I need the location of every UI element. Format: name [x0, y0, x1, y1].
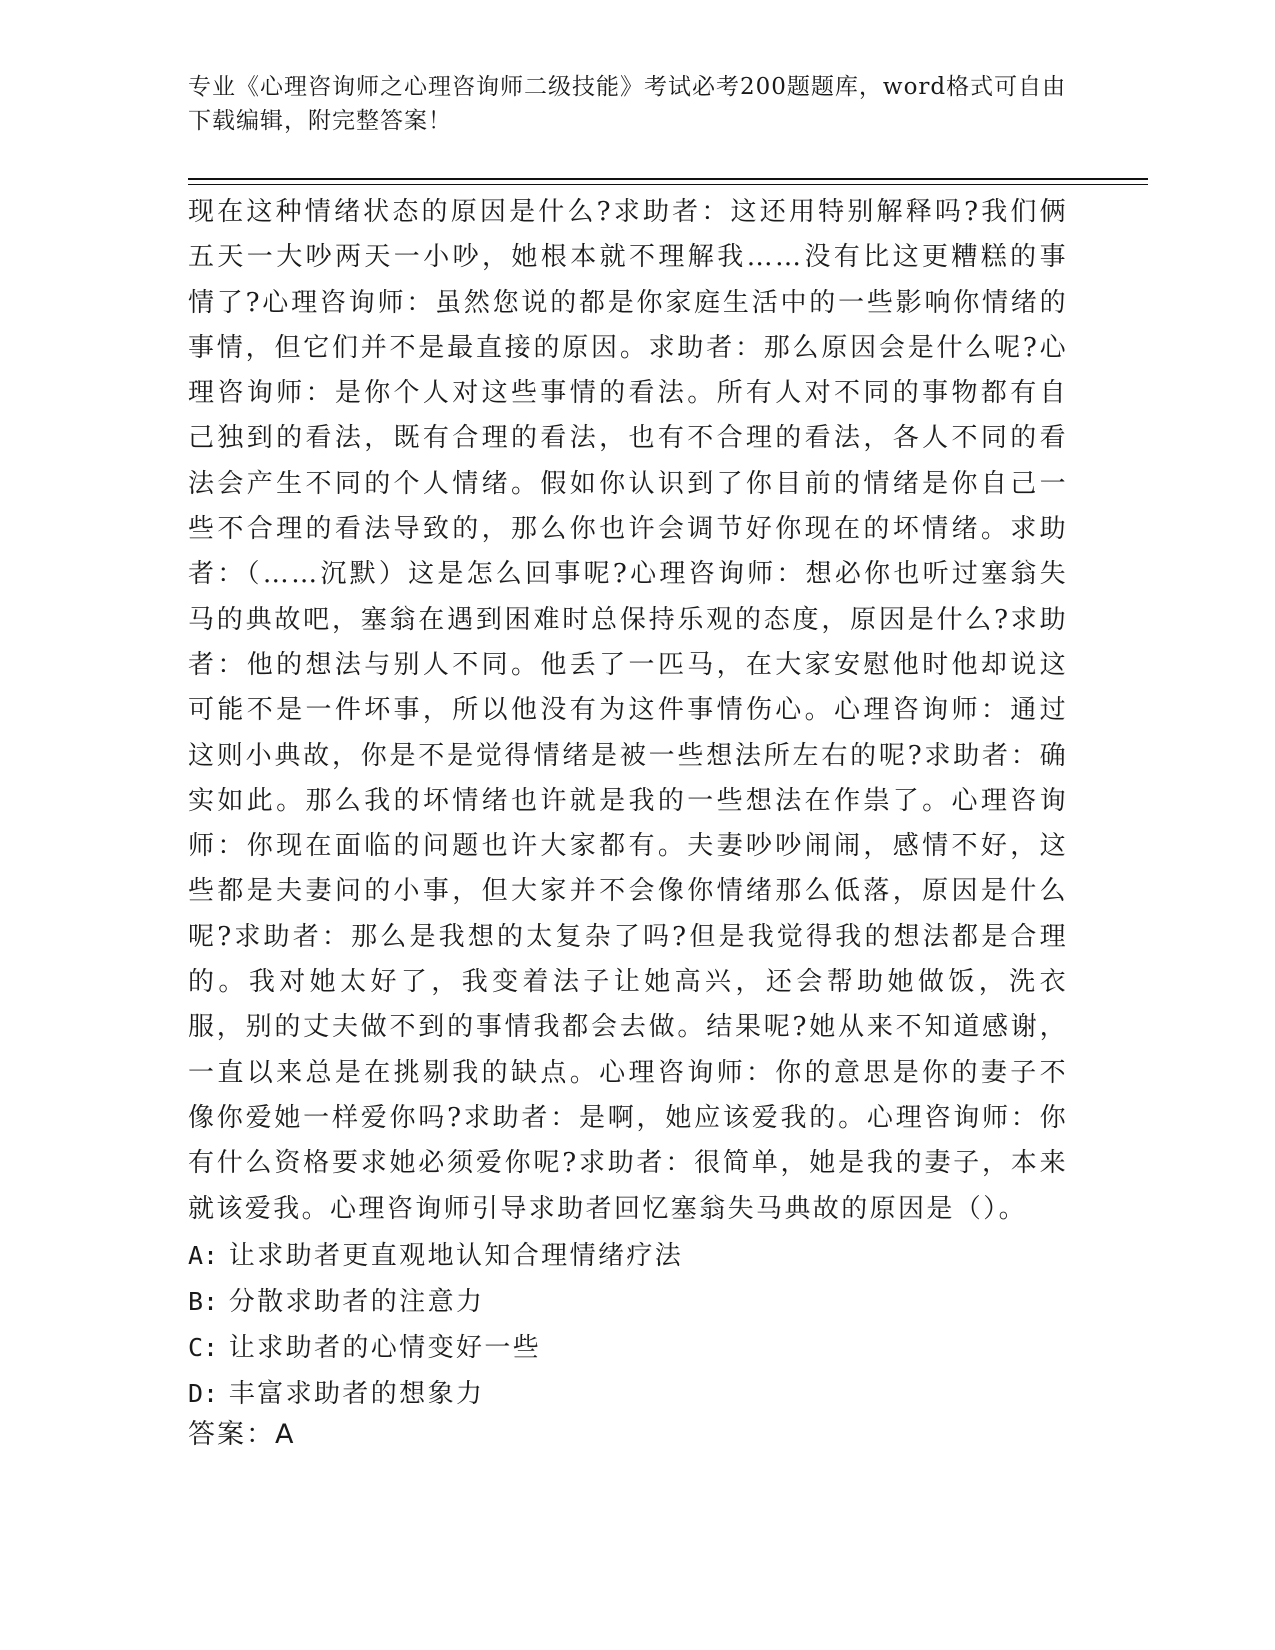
- header-divider-thick: [188, 178, 1148, 180]
- answer-value: A: [275, 1419, 296, 1450]
- option-text: 分散求助者的注意力: [228, 1287, 485, 1317]
- option-text: 让求助者的心情变好一些: [228, 1333, 542, 1363]
- option-text: 让求助者更直观地认知合理情绪疗法: [228, 1241, 684, 1271]
- option-b: [188, 1279, 1068, 1325]
- header-divider-thin: [188, 184, 1148, 185]
- option-letter: C:: [188, 1333, 219, 1362]
- answer-line: [188, 1412, 295, 1457]
- page-header-title: 专业《心理咨询师之心理咨询师二级技能》考试必考200题题库，word格式可自由下载编辑，附完整答案！: [188, 74, 1067, 134]
- option-letter: D:: [188, 1379, 219, 1408]
- option-d: [188, 1371, 1068, 1417]
- answer-options: [188, 1233, 1068, 1417]
- answer-label: 答案：: [188, 1419, 275, 1450]
- question-body: 现在这种情绪状态的原因是什么?求助者：这还用特别解释吗?我们俩五天一大吵两天一小吵，她根本就不理解我……没有比这更糟糕的事情了?心理咨询师：虽然您说的都是你家庭生活中的一些影响你情绪的事情，但它们并不是最直接的原因。求助者：那么原因会是什么呢?心理咨询师：是你个人对这些事情的看法。所有人对不同的事物都有自己独到的看法，既有合理的看法，也有不合理的看法，各人不同的看法会产生不同的个人情绪。假如你认识到了你目前的情绪是你自己一些不合理的看法导致的，那么你也许会调节好你现在的坏情绪。求助者：（……沉默）这是怎么回事呢?心理咨询师：想必你也听过塞翁失马的典故吧，塞翁在遇到困难时总保持乐观的态度，原因是什么?求助者：他的想法与别人不同。他丢了一匹马，在大家安慰他时他却说这可能不是一件坏事，所以他没有为这件事情伤心。心理咨询师：通过这则小典故，你是不是觉得情绪是被一些想法所左右的呢?求助者：确实如此。那么我的坏情绪也许就是我的一些想法在作祟了。心理咨询师：你现在面临的问题也许大家都有。夫妻吵吵闹闹，感情不好，这些都是夫妻问的小事，但大家并不会像你情绪那么低落，原因是什么呢?求助者：那么是我想的太复杂了吗?但是我觉得我的想法都是合理的。我对她太好了，我变着法子让她高兴，还会帮助她做饭，洗衣服，别的丈夫做不到的事情我都会去做。结果呢?她从来不知道感谢，一直以来总是在挑剔我的缺点。心理咨询师：你的意思是你的妻子不像你爱她一样爱你吗?求助者：是啊，她应该爱我的。心理咨询师：你有什么资格要求她必须爱你呢?求助者：很简单，她是我的妻子，本来就该爱我。心理咨询师引导求助者回忆塞翁失马典故的原因是（）。: [188, 197, 1068, 1224]
- option-text: 丰富求助者的想象力: [228, 1379, 485, 1409]
- option-c: [188, 1325, 1068, 1371]
- option-letter: A:: [188, 1241, 219, 1270]
- option-letter: B:: [188, 1287, 219, 1316]
- option-a: [188, 1233, 1068, 1279]
